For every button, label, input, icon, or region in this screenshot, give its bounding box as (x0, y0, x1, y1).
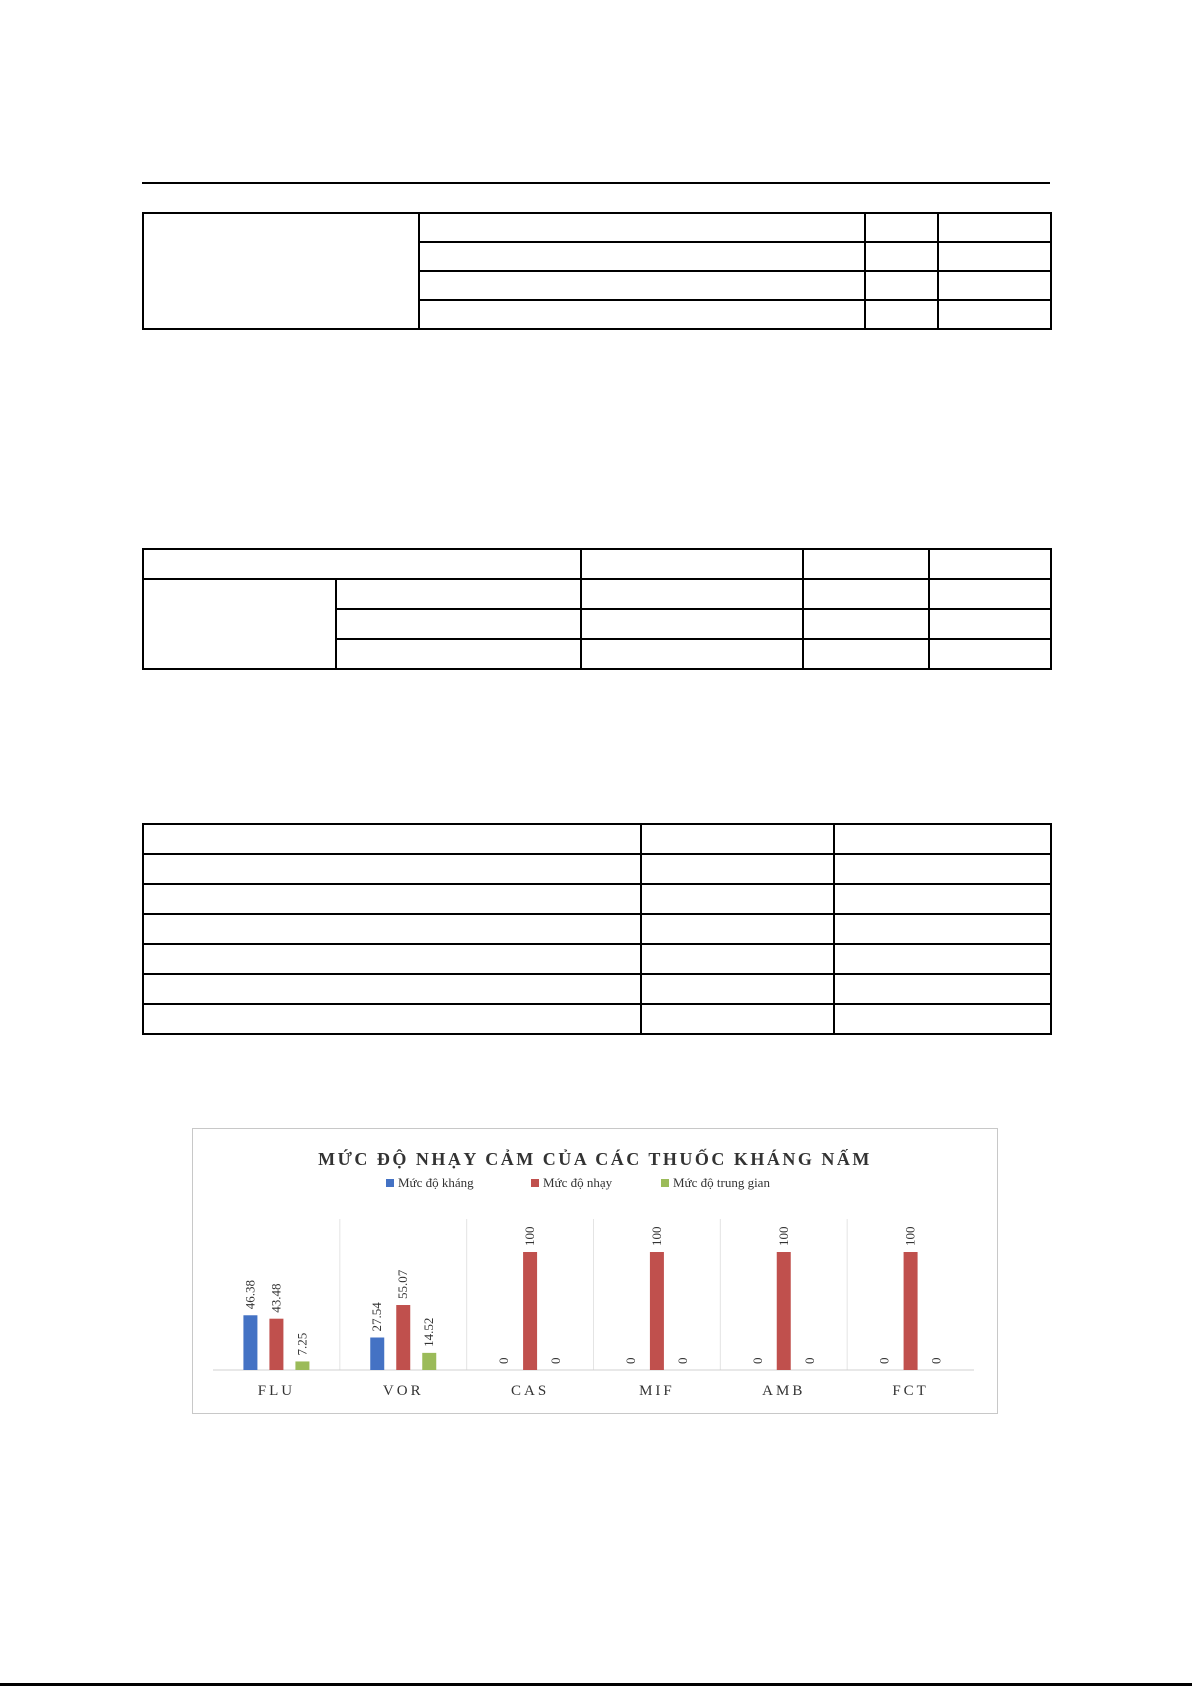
table-1 (142, 212, 1052, 330)
table-cell (641, 974, 834, 1004)
table-row (143, 549, 1051, 579)
table-cell (419, 242, 865, 271)
x-tick-label-vor: VOR (382, 1383, 424, 1399)
table-cell (581, 639, 803, 669)
x-tick-label-flu: FLU (257, 1383, 296, 1399)
legend-swatch-muc-do-trung-gian (661, 1179, 669, 1187)
table-cell (865, 271, 938, 300)
legend-swatch-muc-do-nhay (531, 1179, 539, 1187)
x-tick-label-amb: AMB (762, 1383, 806, 1399)
table-cell (419, 213, 865, 242)
table-cell (929, 549, 1051, 579)
data-label-cas-muc-do-trung-gian: 0 (548, 1357, 564, 1364)
legend-label-muc-do-trung-gian: Mức độ trung gian (673, 1175, 770, 1190)
table-cell (834, 854, 1051, 884)
table-cell (641, 1004, 834, 1034)
data-label-mif-muc-do-nhay: 100 (648, 1226, 664, 1246)
table-cell (938, 213, 1051, 242)
header-rule (142, 182, 1050, 184)
x-tick-label-fct: FCT (892, 1383, 929, 1399)
table-cell (929, 609, 1051, 639)
legend-label-muc-do-khang: Mức độ kháng (398, 1175, 474, 1190)
legend-swatch-muc-do-khang (386, 1179, 394, 1187)
plot-area (213, 1219, 974, 1399)
table-row (143, 213, 1051, 242)
table-cell (834, 884, 1051, 914)
table-3 (142, 823, 1052, 1035)
table-cell (834, 944, 1051, 974)
table-cell (938, 242, 1051, 271)
bar-cas-muc-do-nhay (523, 1252, 537, 1370)
table-cell (143, 1004, 641, 1034)
table-cell (143, 944, 641, 974)
table-row (143, 824, 1051, 854)
table-cell (419, 271, 865, 300)
data-label-fct-muc-do-nhay: 100 (902, 1226, 918, 1246)
x-tick-label-mif: MIF (639, 1383, 675, 1399)
table-cell (143, 974, 641, 1004)
table-cell (641, 944, 834, 974)
table-row (143, 914, 1051, 944)
table-cell (143, 884, 641, 914)
data-label-fct-muc-do-khang: 0 (876, 1357, 892, 1364)
data-label-mif-muc-do-khang: 0 (622, 1357, 638, 1364)
table-cell (865, 242, 938, 271)
data-label-amb-muc-do-khang: 0 (749, 1357, 765, 1364)
table-cell (938, 300, 1051, 329)
data-label-vor-muc-do-nhay: 55.07 (395, 1269, 411, 1300)
table-cell (865, 300, 938, 329)
data-label-amb-muc-do-trung-gian: 0 (801, 1357, 817, 1364)
bar-vor-muc-do-trung-gian (422, 1353, 436, 1370)
table-cell (143, 213, 419, 329)
table-cell (865, 213, 938, 242)
table-cell (419, 300, 865, 329)
table-row (143, 579, 1051, 609)
bar-amb-muc-do-nhay (777, 1252, 791, 1370)
table-cell (803, 549, 929, 579)
table-cell (143, 824, 641, 854)
table-cell (641, 914, 834, 944)
table-row (143, 1004, 1051, 1034)
table-cell (803, 639, 929, 669)
data-label-flu-muc-do-trung-gian: 7.25 (294, 1332, 310, 1356)
bar-mif-muc-do-nhay (650, 1252, 664, 1370)
table-cell (834, 974, 1051, 1004)
table-row (143, 944, 1051, 974)
table-cell (803, 579, 929, 609)
table-cell (143, 549, 581, 579)
table-cell (834, 824, 1051, 854)
table-cell (143, 854, 641, 884)
table-cell (581, 579, 803, 609)
bar-flu-muc-do-khang (243, 1315, 257, 1370)
table-cell (143, 579, 336, 669)
data-label-fct-muc-do-trung-gian: 0 (928, 1357, 944, 1364)
table-cell (336, 579, 581, 609)
table-cell (641, 854, 834, 884)
table-cell (803, 609, 929, 639)
data-label-amb-muc-do-nhay: 100 (775, 1226, 791, 1246)
table-cell (336, 639, 581, 669)
chart-legend (386, 1175, 770, 1190)
table-row (143, 884, 1051, 914)
table-cell (929, 579, 1051, 609)
table-2 (142, 548, 1052, 670)
x-tick-label-cas: CAS (510, 1383, 550, 1399)
bar-vor-muc-do-khang (370, 1338, 384, 1370)
table-cell (581, 609, 803, 639)
data-label-vor-muc-do-trung-gian: 14.52 (421, 1317, 437, 1347)
table-cell (641, 824, 834, 854)
data-label-cas-muc-do-nhay: 100 (522, 1226, 538, 1246)
table-cell (336, 609, 581, 639)
chart-svg (193, 1129, 997, 1413)
table-row (143, 974, 1051, 1004)
chart-title: MỨC ĐỘ NHẠY CẢM CỦA CÁC THUỐC KHÁNG NẤM (318, 1149, 872, 1169)
data-label-flu-muc-do-khang: 46.38 (242, 1280, 258, 1310)
bar-flu-muc-do-nhay (269, 1319, 283, 1370)
data-label-cas-muc-do-khang: 0 (496, 1357, 512, 1364)
data-label-vor-muc-do-khang: 27.54 (369, 1302, 385, 1332)
data-label-flu-muc-do-nhay: 43.48 (268, 1283, 284, 1313)
table-cell (938, 271, 1051, 300)
antifungal-susceptibility-chart (192, 1128, 998, 1414)
bar-flu-muc-do-trung-gian (295, 1361, 309, 1370)
data-label-mif-muc-do-trung-gian: 0 (674, 1357, 690, 1364)
table-row (143, 854, 1051, 884)
bar-fct-muc-do-nhay (904, 1252, 918, 1370)
table-cell (641, 884, 834, 914)
table-cell (834, 914, 1051, 944)
table-cell (834, 1004, 1051, 1034)
legend-label-muc-do-nhay: Mức độ nhạy (543, 1175, 613, 1190)
table-cell (581, 549, 803, 579)
bar-vor-muc-do-nhay (396, 1305, 410, 1370)
table-cell (929, 639, 1051, 669)
table-cell (143, 914, 641, 944)
